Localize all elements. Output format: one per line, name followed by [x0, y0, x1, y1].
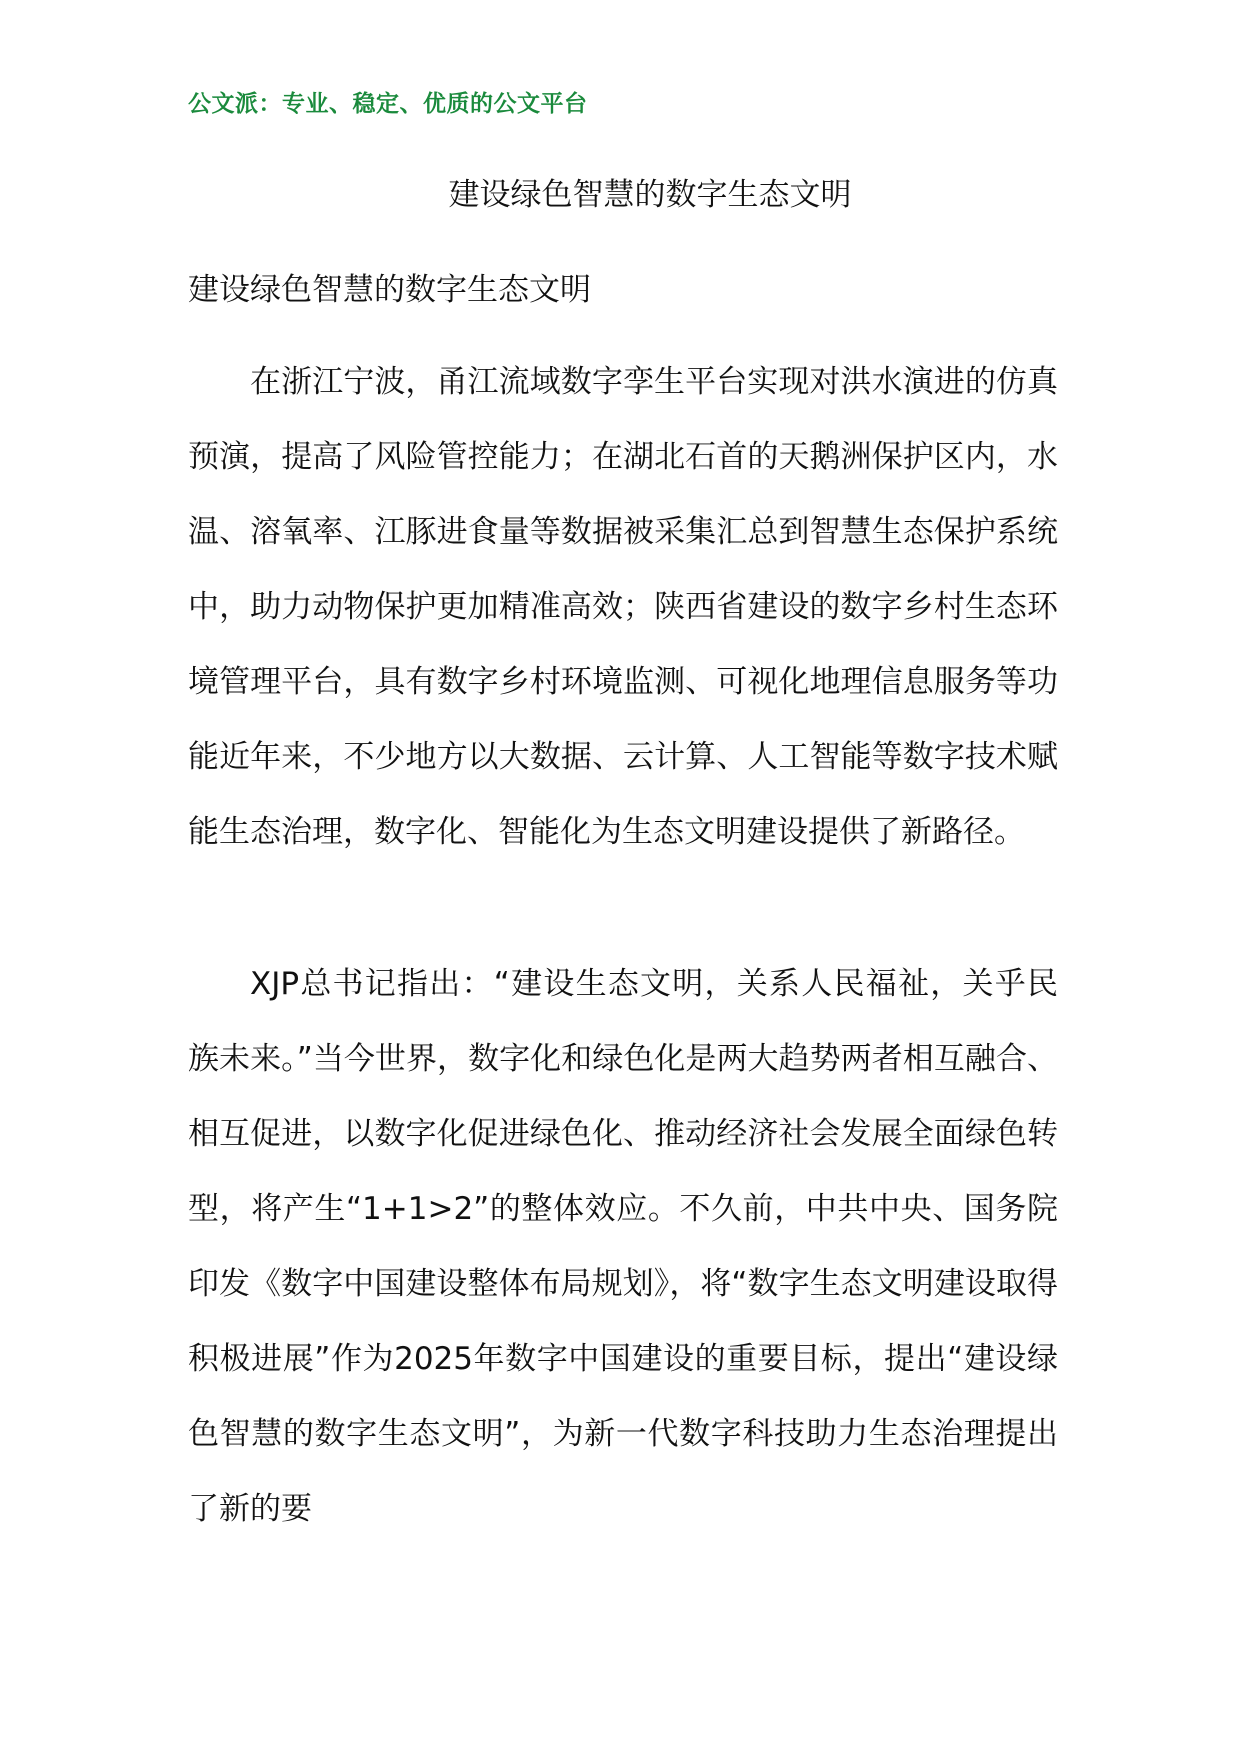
platform-header-text: 公文派：专业、稳定、优质的公文平台	[188, 91, 588, 117]
body-paragraph-1	[188, 345, 1058, 870]
body-paragraph-2	[188, 947, 1058, 1547]
paragraph-text: XJP总书记指出：“建设生态文明，关系人民福祉，关乎民族未来。”当今世界，数字化和绿色化是两大趋势两者相互融合、相互促进，以数字化促进绿色化、推动经济社会发展全面绿色转型，将产生“1+1>2”的整体效应。不久前，中共中央、国务院印发《数字中国建设整体布局规划》，将“数字生态文明建设取得积极进展”作为2025年数字中国建设的重要目标，提出“建设绿色智慧的数字生态文明”，为新一代数字科技助力生态治理提出了新的要	[188, 966, 1058, 1527]
paragraph-text: 在浙江宁波，甬江流域数字孪生平台实现对洪水演进的仿真预演，提高了风险管控能力；在湖北石首的天鹅洲保护区内，水温、溶氧率、江豚进食量等数据被采集汇总到智慧生态保护系统中，助力动物保护更加精准高效；陕西省建设的数字乡村生态环境管理平台，具有数字乡村环境监测、可视化地理信息服务等功能近年来，不少地方以大数据、云计算、人工智能等数字技术赋能生态治理，数字化、智能化为生态文明建设提供了新路径。	[188, 364, 1058, 850]
document-title: 建设绿色智慧的数字生态文明	[448, 177, 852, 213]
document-subtitle: 建设绿色智慧的数字生态文明	[188, 272, 591, 308]
